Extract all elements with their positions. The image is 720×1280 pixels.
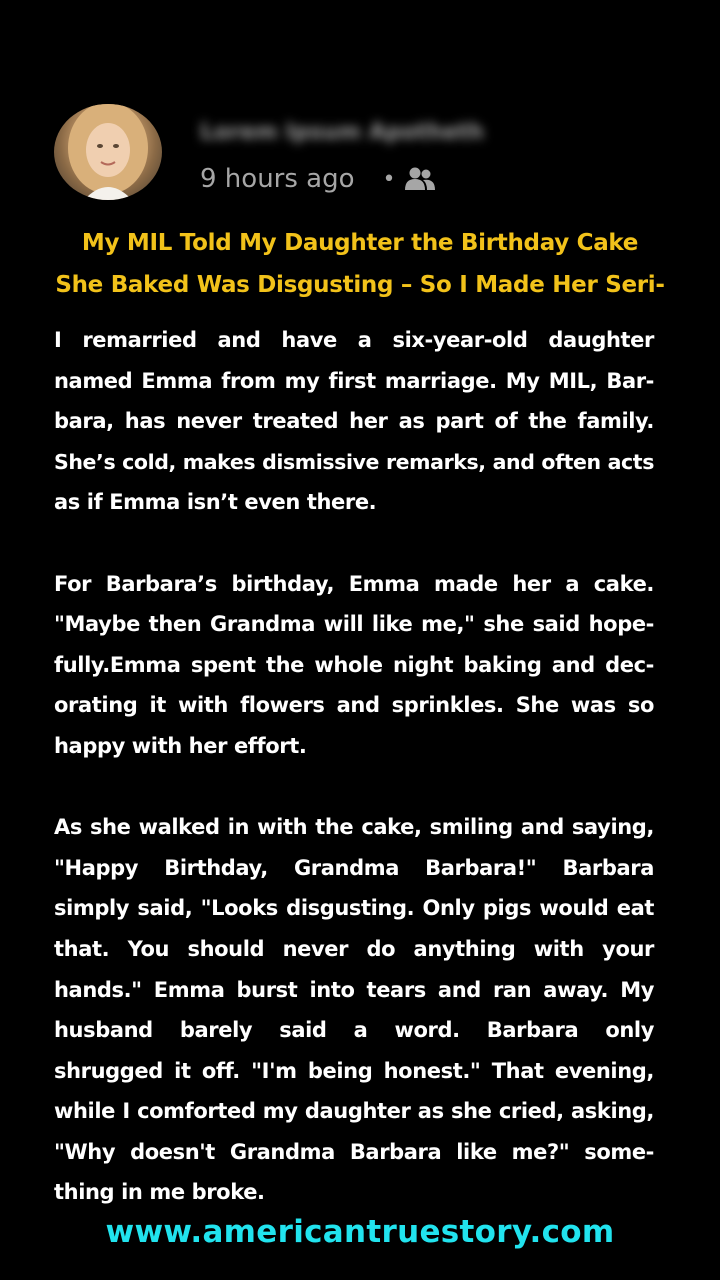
story-line: "Happy Birthday, Grandma Barbara!" Barbara xyxy=(54,855,654,880)
separator-dot: • xyxy=(382,166,396,192)
story-line: "Why doesn't Grandma Barbara like me?" some- xyxy=(54,1139,654,1164)
title-line: She Baked Was Disgusting – So I Made Her Seri- xyxy=(55,272,665,298)
article-title[interactable] xyxy=(40,222,680,306)
story-line: hands." Emma burst into tears and ran away. My xyxy=(54,977,654,1002)
story-line: For Barbara’s birthday, Emma made her a cake. xyxy=(54,571,654,596)
story-line: thing in me broke. xyxy=(54,1180,265,1205)
story-line: I remarried and have a six-year-old daughter xyxy=(54,328,654,352)
author-name[interactable]: Lorem Ipsum Apotheth xyxy=(200,120,484,145)
post-header xyxy=(54,104,674,204)
story-line: that. You should never do anything with your xyxy=(54,936,654,961)
story-body xyxy=(54,320,654,1213)
post-meta xyxy=(200,162,436,196)
story-line: She’s cold, makes dismissive remarks, and often acts xyxy=(54,449,654,474)
title-line: My MIL Told My Daughter the Birthday Cake xyxy=(81,230,639,256)
story-line: fully.Emma spent the whole night baking and dec- xyxy=(54,652,654,677)
story-line: while I comforted my daughter as she cried, asking, xyxy=(54,1099,654,1124)
story-line: shrugged it off. "I'm being honest." That evening, xyxy=(54,1058,654,1083)
story-line: husband barely said a word. Barbara only xyxy=(54,1018,654,1043)
story-line: bara, has never treated her as part of the family. xyxy=(54,409,654,434)
story-line: orating it with flowers and sprinkles. She was so xyxy=(54,693,654,718)
story-line: simply said, "Looks disgusting. Only pigs would eat xyxy=(54,896,654,921)
story-line: "Maybe then Grandma will like me," she said hope- xyxy=(54,612,654,637)
story-line: happy with her effort. xyxy=(54,733,307,758)
story-line: named Emma from my first marriage. My MIL, Bar- xyxy=(54,368,654,393)
post-time[interactable]: 9 hours ago xyxy=(200,164,355,194)
story-line: as if Emma isn’t even there. xyxy=(54,490,377,515)
website-link[interactable]: www.americantruestory.com xyxy=(105,1214,615,1250)
avatar[interactable] xyxy=(54,104,162,200)
story-line: As she walked in with the cake, smiling and saying, xyxy=(54,815,654,840)
people-icon xyxy=(404,166,436,192)
